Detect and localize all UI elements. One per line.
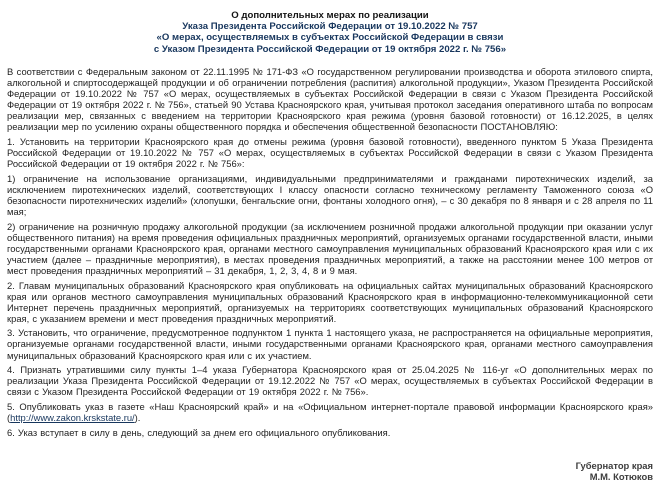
document-title xyxy=(7,10,653,55)
paragraph-point-5 xyxy=(7,401,653,423)
paragraph-point-1-sub-1: 1) ограничение на использование организациями, индивидуальными предпринимателями и гражданами пиротехнических изделий, за исключением пиротехнических изделий, соответствующих I классу опасности согласно техническому регламенту Таможенного союза «О безопасности пиротехнических изделий» (хлопушки, бенгальские огни, фонтаны холодного огня), – с 30 декабря по 8 января и с 28 апреля по 11 мая; xyxy=(7,172,653,217)
document-title-line: с Указом Президента Российской Федерации от 19 октября 2022 г. № 756» xyxy=(153,43,507,55)
paragraph-preamble: В соответствии с Федеральным законом от 22.11.1995 № 171-ФЗ «О государственном регулировании производства и оборота этилового спирта, алкогольной и спиртосодержащей продукции и об ограничении потребления (распития) алкогольной продукции», Указом Президента Российской Федерации от 19.10.2022 № 757 «О мерах, осуществляемых в субъектах Российской Федерации в связи с Указом Президента Российской Федерации от 19 октября 2022 г. № 756», статьей 90 Устава Красноярского края, учитывая протокол заседания оперативного штаба по вопросам реализации мер, связанных с введением на территории Красноярского края режима (уровня базовой готовности) от 16.12.2025, в целях реализации мер по усилению охраны общественного порядка и обеспечения общественной безопасности ПОСТАНОВЛЯЮ: xyxy=(7,65,653,133)
legal-portal-link[interactable]: http://www.zakon.krskstate.ru/ xyxy=(10,412,135,424)
paragraph-point-1: 1. Установить на территории Красноярского края до отмены режима (уровня базовой готовности), введенного пунктом 5 Указа Президента Российской Федерации от 19.10.2022 № 757 «О мерах, осуществляемых в субъектах Российской Федерации в связи с Указом Президента Российской Федерации от 19 октября 2022 г. № 756»: xyxy=(7,135,653,170)
document-body xyxy=(7,66,653,438)
document-title-line: О дополнительных мерах по реализации xyxy=(231,10,429,21)
paragraph-point-4: 4. Признать утратившими силу пункты 1–4 указа Губернатора Красноярского края от 25.04.2025 № 116-уг «О дополнительных мерах по реализации Указа Президента Российской Федерации от 19.12.2022 № 757 «О мерах, осуществляемых в субъектах Российской Федерации в связи с Указом Президента Российской Федерации от 19 октября 2022 г. № 756». xyxy=(7,364,653,398)
paragraph-point-5-text: 5. Опубликовать указ в газете «Наш Красноярский край» и на «Официальном интернет-портале правовой информации Красноярского края» ( xyxy=(7,400,653,424)
paragraph-point-1-sub-2: 2) ограничение на розничную продажу алкогольной продукции (за исключением розничной продажи алкогольной продукции при оказании услуг общественного питания) на время проведения официальных праздничных мероприятий, организуемых органами государственной власти, иными государственными органами Красноярского края, органами местного самоуправления муниципальных образований Красноярского края или с их участием (далее – праздничные мероприятия), в местах проведения праздничных мероприятий, а также на расстоянии менее 100 метров от мест проведения праздничных мероприятий – 31 декабря, 1, 2, 3, 4, 8 и 9 мая. xyxy=(7,220,653,276)
signature-position: Губернатор края xyxy=(575,459,653,471)
document-title-line: Указа Президента Российской Федерации от 19.10.2022 № 757 xyxy=(182,21,478,33)
document-title-line: «О мерах, осуществляемых в субъектах Российской Федерации в связи xyxy=(156,32,504,44)
paragraph-point-5-text-after: ). xyxy=(134,412,141,424)
signature-name: М.М. Котюков xyxy=(589,471,653,483)
paragraph-point-2: 2. Главам муниципальных образований Красноярского края опубликовать на официальных сайтах муниципальных образований Красноярского края или органов местного самоуправления муниципальных образований Красноярского края в информационно-телекоммуникационной сети Интернет перечень праздничных мероприятий, организуемых на территориях соответствующих муниципальных образований Красноярского края, с указанием времени и мест проведения праздничных мероприятий. xyxy=(7,279,653,324)
paragraph-point-6: 6. Указ вступает в силу в день, следующий за днем его официального опубликования. xyxy=(7,426,391,438)
signature-block xyxy=(7,460,653,483)
paragraph-point-3: 3. Установить, что ограничение, предусмотренное подпунктом 1 пункта 1 настоящего указа, не распространяется на официальные мероприятия, организуемые органами государственной власти, иными государственными органами Красноярского края, органами местного самоуправления муниципальных образований Красноярского края или с их участием. xyxy=(7,327,653,361)
